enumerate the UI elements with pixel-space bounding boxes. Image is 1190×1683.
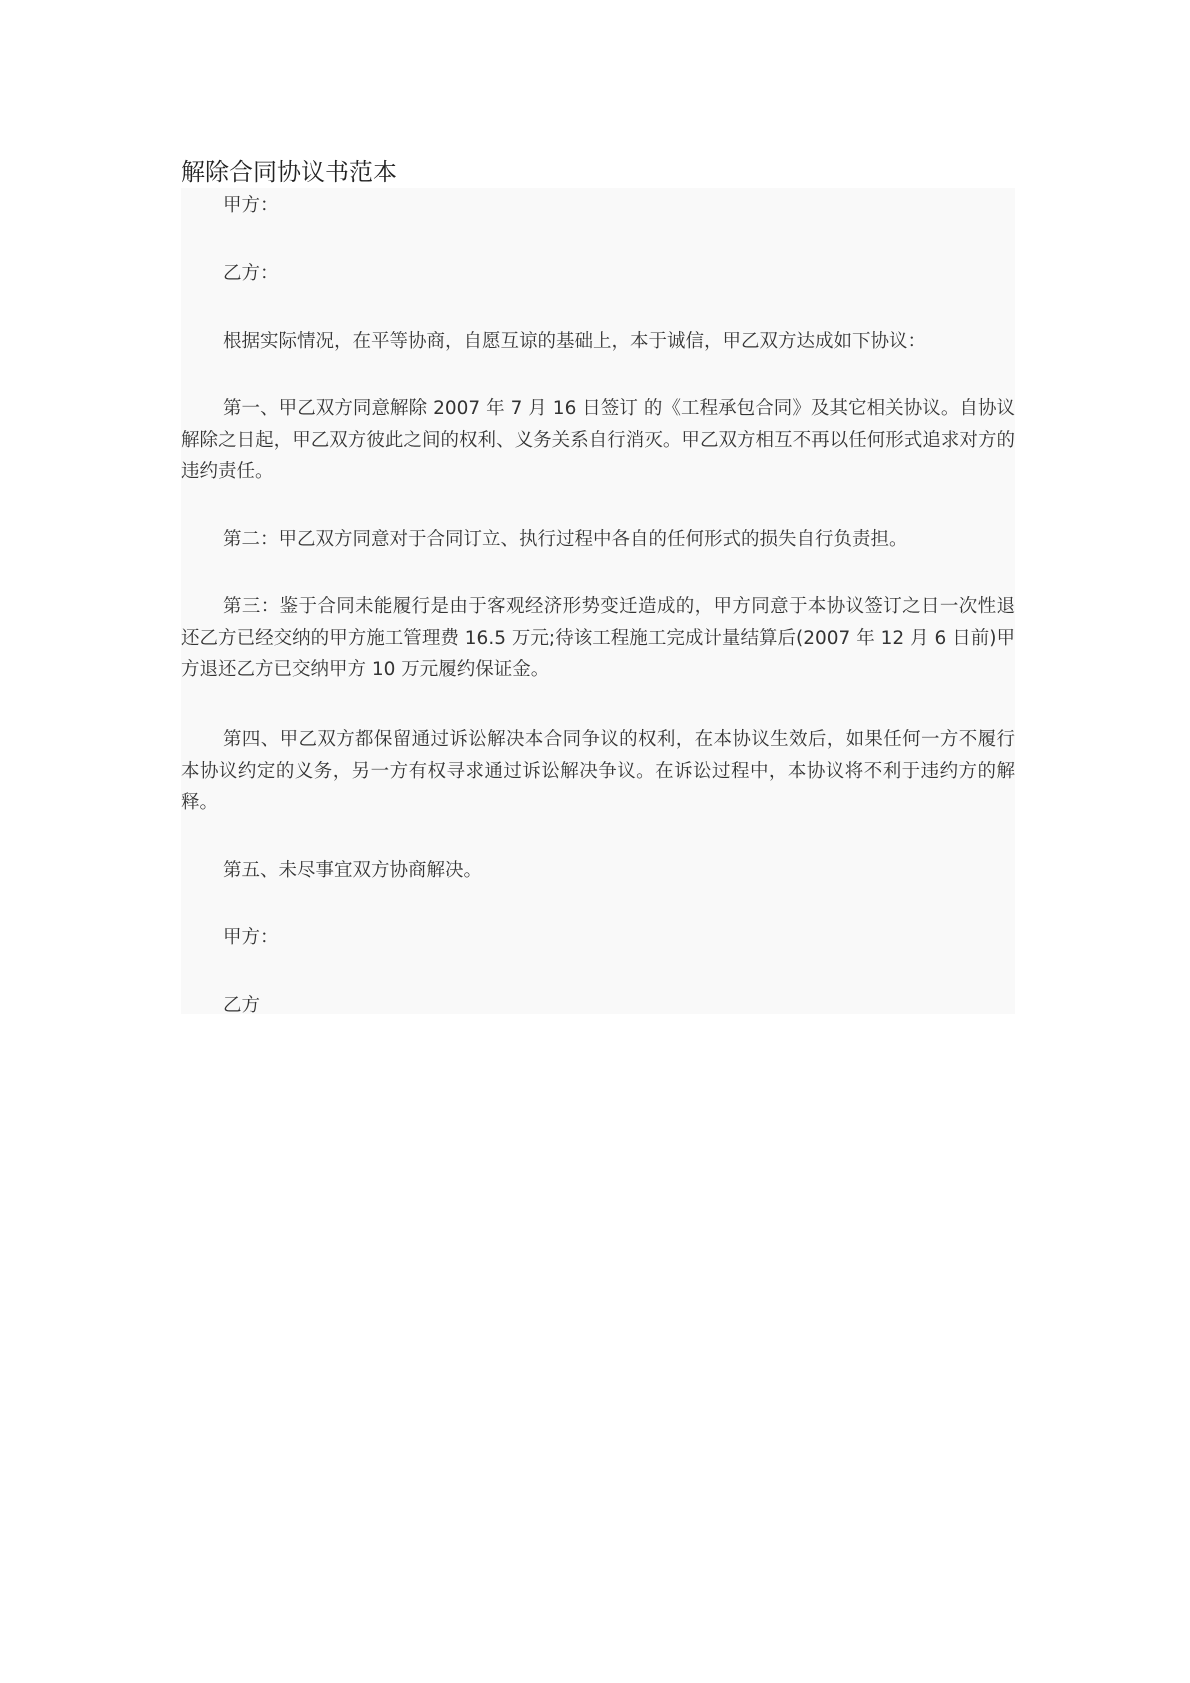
clause-3-paragraph: 第三：鉴于合同未能履行是由于客观经济形势变迁造成的，甲方同意于本协议签订之日一次性退还乙方已经交纳的甲方施工管理费 16.5 万元;待该工程施工完成计量结算后(2007 年 12 月 6 日前)甲方退还乙方已交纳甲方 10 万元履约保证金。 (181, 596, 1015, 680)
clause-1-paragraph: 第一、甲乙双方同意解除 2007 年 7 月 16 日签订 的《工程承包合同》及其它相关协议。自协议解除之日起，甲乙双方彼此之间的权利、义务关系自行消灭。甲乙双方相互不再以任何形式追求对方的违约责任。 (181, 398, 1015, 482)
document-title: 解除合同协议书范本 (181, 158, 397, 186)
party-b-line: 乙方： (223, 263, 279, 284)
intro-paragraph: 根据实际情况，在平等协商，自愿互谅的基础上，本于诚信，甲乙双方达成如下协议： (223, 331, 927, 352)
clause-2-paragraph: 第二：甲乙双方同意对于合同订立、执行过程中各自的任何形式的损失自行负责担。 (223, 529, 908, 550)
signature-party-a: 甲方： (223, 927, 279, 948)
signature-party-b: 乙方 (223, 995, 261, 1016)
clause-5-paragraph: 第五、未尽事宜双方协商解决。 (223, 860, 483, 881)
party-a-line: 甲方： (223, 195, 279, 216)
clause-4-paragraph: 第四、甲乙双方都保留通过诉讼解决本合同争议的权利，在本协议生效后，如果任何一方不履行本协议约定的义务，另一方有权寻求通过诉讼解决争议。在诉讼过程中，本协议将不利于违约方的解释。 (181, 729, 1015, 813)
